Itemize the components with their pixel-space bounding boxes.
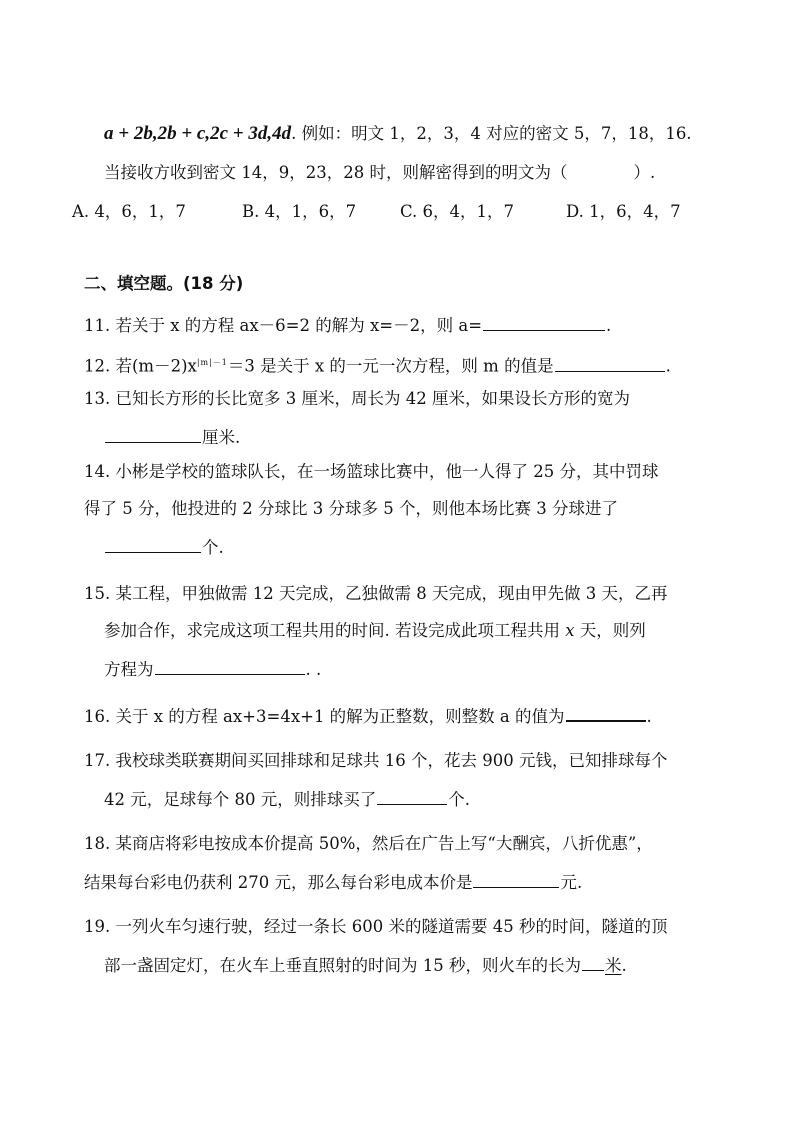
q18-line2-text: 结果每台彩电仍获利 270 元，那么每台彩电成本价是 — [84, 873, 473, 892]
q11-end: . — [606, 316, 612, 335]
q10-line2: 当接收方收到密文 14，9，23，28 时，则解密得到的明文为（ ）. — [104, 163, 656, 182]
q15-line2-a: 参加合作，求完成这项工程共用的时间. 若设完成此项工程共用 — [104, 621, 566, 640]
q14-unit: 个. — [202, 538, 224, 557]
q16 — [84, 704, 652, 727]
q11-text: 11. 若关于 x 的方程 ax－6=2 的解为 x=－2，则 a= — [84, 316, 483, 335]
q13-line2 — [104, 426, 240, 448]
q10-option-b[interactable]: B. 4，1，6，7 — [242, 202, 357, 221]
q15-line2 — [104, 621, 646, 641]
q19-answer-blank[interactable] — [582, 954, 604, 971]
q16-answer-blank[interactable] — [566, 704, 646, 722]
q10-options — [72, 202, 752, 222]
q15-variable: x — [565, 621, 575, 640]
q10-option-d[interactable]: D. 1，6，4，7 — [566, 202, 681, 221]
q19-line2-text: 部一盏固定灯，在火车上垂直照射的时间为 15 秒，则火车的长为 — [104, 956, 581, 975]
q19-unit: 米 — [605, 956, 622, 975]
q10-line1 — [104, 124, 692, 144]
q19-line2 — [104, 954, 627, 976]
q16-end: . — [646, 707, 652, 726]
q18-line1: 18. 某商店将彩电按成本价提高 50%，然后在广告上写“大酬宾，八折优惠”， — [84, 834, 653, 853]
q12-end: . — [665, 356, 671, 376]
section-title: 二、填空题。(18 分) — [84, 274, 244, 293]
q15-line1: 15. 某工程，甲独做需 12 天完成，乙独做需 8 天完成，现由甲先做 3 天，乙再 — [84, 584, 668, 603]
q15-end: . . — [305, 660, 322, 679]
q11-answer-blank[interactable] — [483, 314, 605, 331]
q14-answer-blank[interactable] — [105, 536, 201, 553]
q17-unit: 个. — [448, 790, 470, 809]
q12-text-b: ＝3 是关于 x 的一元一次方程，则 m 的值是 — [227, 356, 554, 376]
q16-text: 16. 关于 x 的方程 ax+3=4x+1 的解为正整数，则整数 a 的值为 — [84, 707, 565, 726]
q12-text-a: 12. 若(m－2)x — [84, 356, 197, 376]
q14-line2: 得了 5 分，他投进的 2 分球比 3 分球多 5 个，则他本场比赛 3 分球进了 — [84, 499, 618, 518]
q13-unit: 厘米. — [202, 428, 241, 447]
q19-end: . — [621, 956, 627, 975]
q15-line2-b: 天，则列 — [574, 621, 646, 640]
q19-line1: 19. 一列火车匀速行驶，经过一条长 600 米的隧道需要 45 秒的时间，隧道的顶 — [84, 917, 668, 936]
q18-unit: 元. — [560, 873, 583, 892]
q14-line1: 14. 小彬是学校的篮球队长，在一场篮球比赛中，他一人得了 25 分，其中罚球 — [84, 462, 659, 481]
q10-example-text: . 例如：明文 1，2，3，4 对应的密文 5，7，18，16. — [291, 124, 692, 143]
q18-answer-blank[interactable] — [473, 871, 559, 888]
q17-line1: 17. 我校球类联赛期间买回排球和足球共 16 个，花去 900 元钱，已知排球每个 — [84, 751, 668, 770]
q17-line2-text: 42 元，足球每个 80 元，则排球买了 — [104, 790, 377, 809]
q12-answer-blank[interactable] — [555, 355, 665, 372]
q15-line3 — [104, 658, 321, 680]
q14-line3 — [104, 536, 224, 558]
q15-line3-before: 方程为 — [104, 660, 154, 679]
q12 — [84, 353, 671, 377]
q17-answer-blank[interactable] — [377, 788, 447, 805]
q12-exponent: |m|－1 — [196, 358, 228, 367]
q10-option-a[interactable]: A. 4，6，1，7 — [72, 202, 186, 221]
q15-answer-blank[interactable] — [155, 658, 305, 675]
q13-line1: 13. 已知长方形的长比宽多 3 厘米，周长为 42 厘米，如果设长方形的宽为 — [84, 389, 630, 408]
q10-formula: a + 2b,2b + c,2c + 3d,4d — [104, 123, 292, 144]
q13-answer-blank[interactable] — [105, 426, 201, 443]
q11 — [84, 314, 611, 336]
q10-option-c[interactable]: C. 6，4，1，7 — [400, 202, 515, 221]
q17-line2 — [104, 788, 470, 810]
q18-line2 — [84, 871, 582, 893]
